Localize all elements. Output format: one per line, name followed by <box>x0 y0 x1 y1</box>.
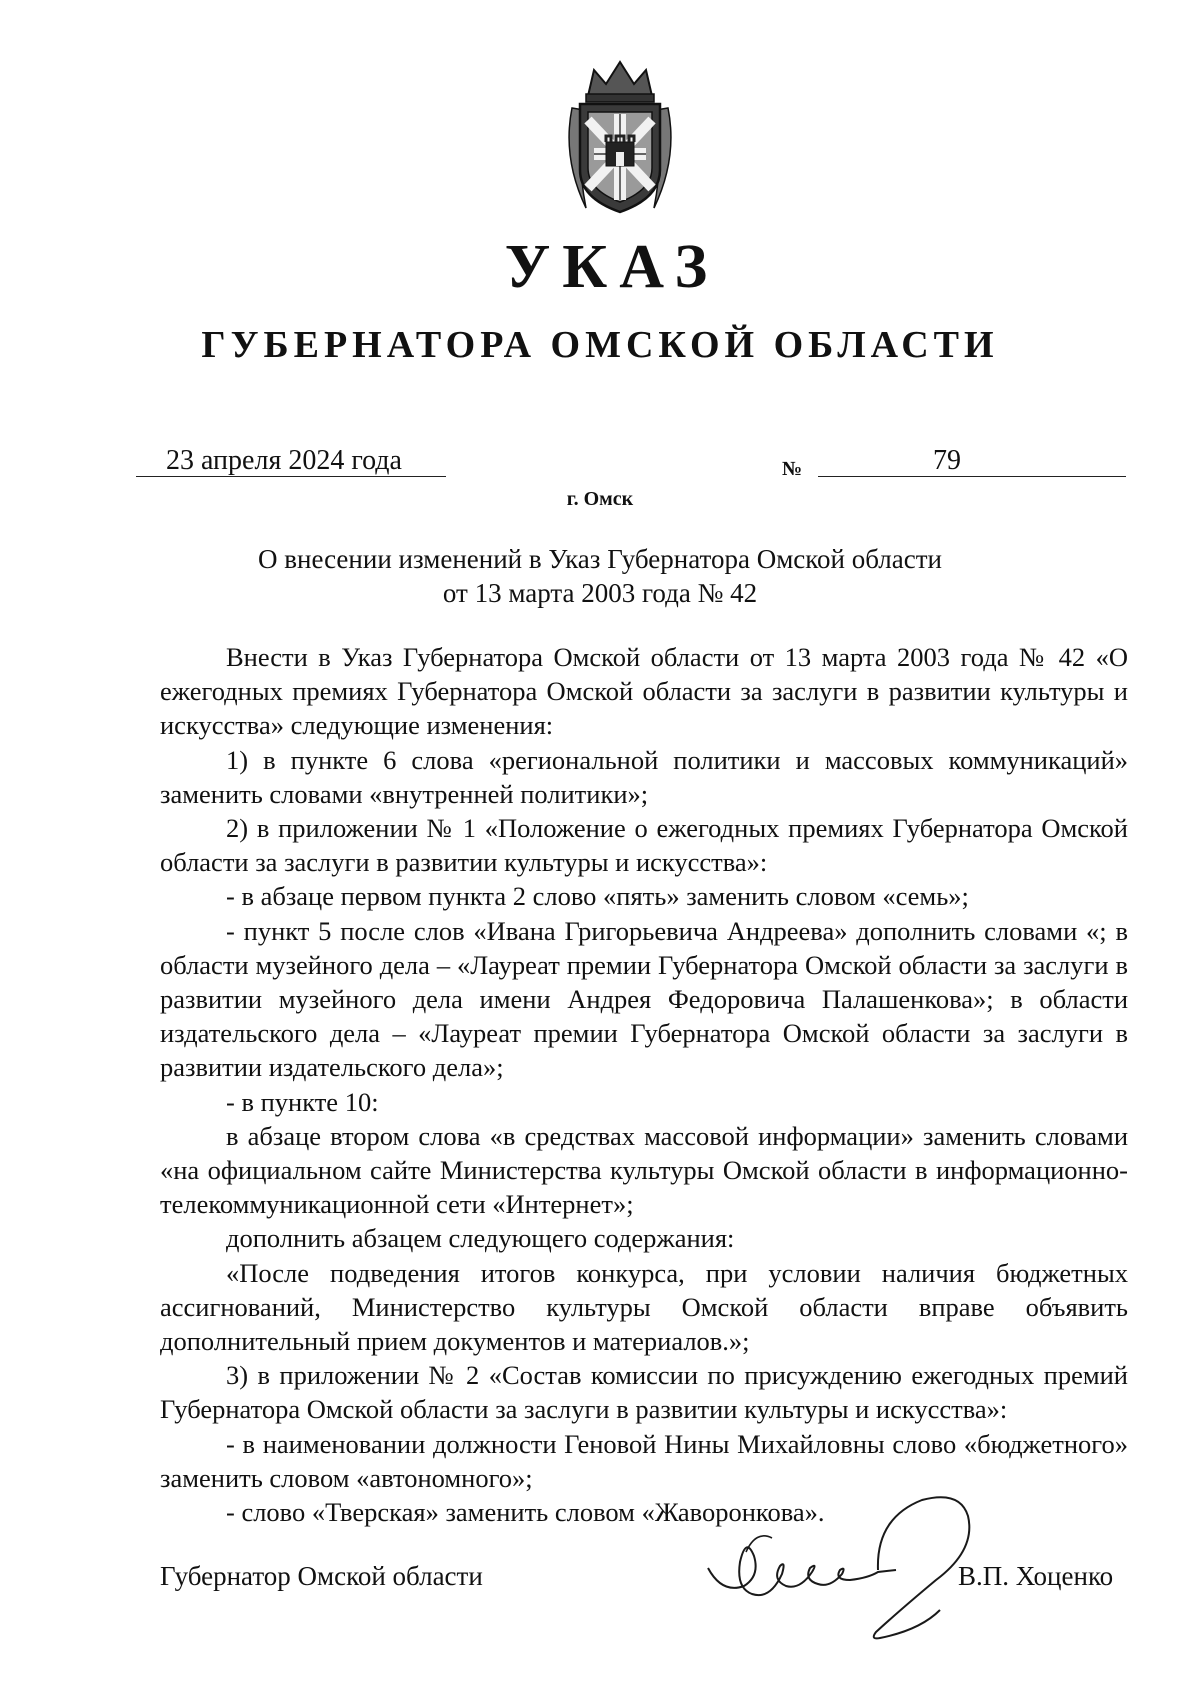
body-paragraph: «После подведения итогов конкурса, при условии наличия бюджетных ассигнований, Министерство культуры Омской области вправе объявить дополнительный прием документов и материалов.»; <box>160 1257 1128 1357</box>
signatory-name: В.П. Хоценко <box>958 1561 1114 1591</box>
body-paragraph: в абзаце втором слова «в средствах массовой информации» заменить словами «на официальном сайте Министерства культуры Омской области в информационно-телекоммуникационной сети «Интернет»; <box>160 1120 1128 1220</box>
subject-line: от 13 марта 2003 года № 42 <box>442 578 758 608</box>
number-label: № <box>782 458 803 480</box>
document-body <box>160 640 1128 1529</box>
document-title: УКАЗ <box>504 233 720 301</box>
body-paragraph: Внести в Указ Губернатора Омской области от 13 марта 2003 года № 42 «О ежегодных премиях Губернатора Омской области за заслуги в развитии культуры и искусства» следующие изменения: <box>160 642 1128 741</box>
body-paragraph: - пункт 5 после слов «Ивана Григорьевича Андреева» дополнить словами «; в области музейного дела – «Лауреат премии Губернатора Омской области за заслуги в развитии музейного дела имени Андрея Федоровича Палашенкова»; в области издательского дела – «Лауреат премии Губернатора Омской области за заслуги в развитии издательского дела»; <box>160 915 1128 1083</box>
document-city: г. Омск <box>566 488 634 510</box>
body-paragraph: 3) в приложении № 2 «Состав комиссии по присуждению ежегодных премий Губернатора Омской области за заслуги в развитии культуры и искусства»: <box>160 1360 1128 1425</box>
body-paragraph: 2) в приложении № 1 «Положение о ежегодных премиях Губернатора Омской области за заслуги в развитии культуры и искусства»: <box>160 813 1128 878</box>
body-paragraph: 1) в пункте 6 слова «региональной политики и массовых коммуникаций» заменить словами «внутренней политики»; <box>160 744 1128 809</box>
body-paragraph: - в абзаце первом пункта 2 слово «пять» заменить словом «семь»; <box>226 881 969 912</box>
signatory-position: Губернатор Омской области <box>160 1561 483 1591</box>
document-date: 23 апреля 2024 года <box>136 446 446 477</box>
document-number: 79 <box>818 446 1126 477</box>
subject-line: О внесении изменений в Указ Губернатора Омской области <box>258 544 942 574</box>
document-subtitle: ГУБЕРНАТОРА ОМСКОЙ ОБЛАСТИ <box>201 324 999 366</box>
body-paragraph: дополнить абзацем следующего содержания: <box>226 1223 735 1254</box>
document-subject <box>0 542 1200 610</box>
omsk-coat-of-arms-icon <box>558 58 682 216</box>
body-paragraph: - слово «Тверская» заменить словом «Жаворонкова». <box>226 1497 825 1528</box>
body-paragraph: - в наименовании должности Геновой Нины Михайловны слово «бюджетного» заменить словом «автономного»; <box>160 1428 1128 1493</box>
body-paragraph: - в пункте 10: <box>226 1086 379 1117</box>
